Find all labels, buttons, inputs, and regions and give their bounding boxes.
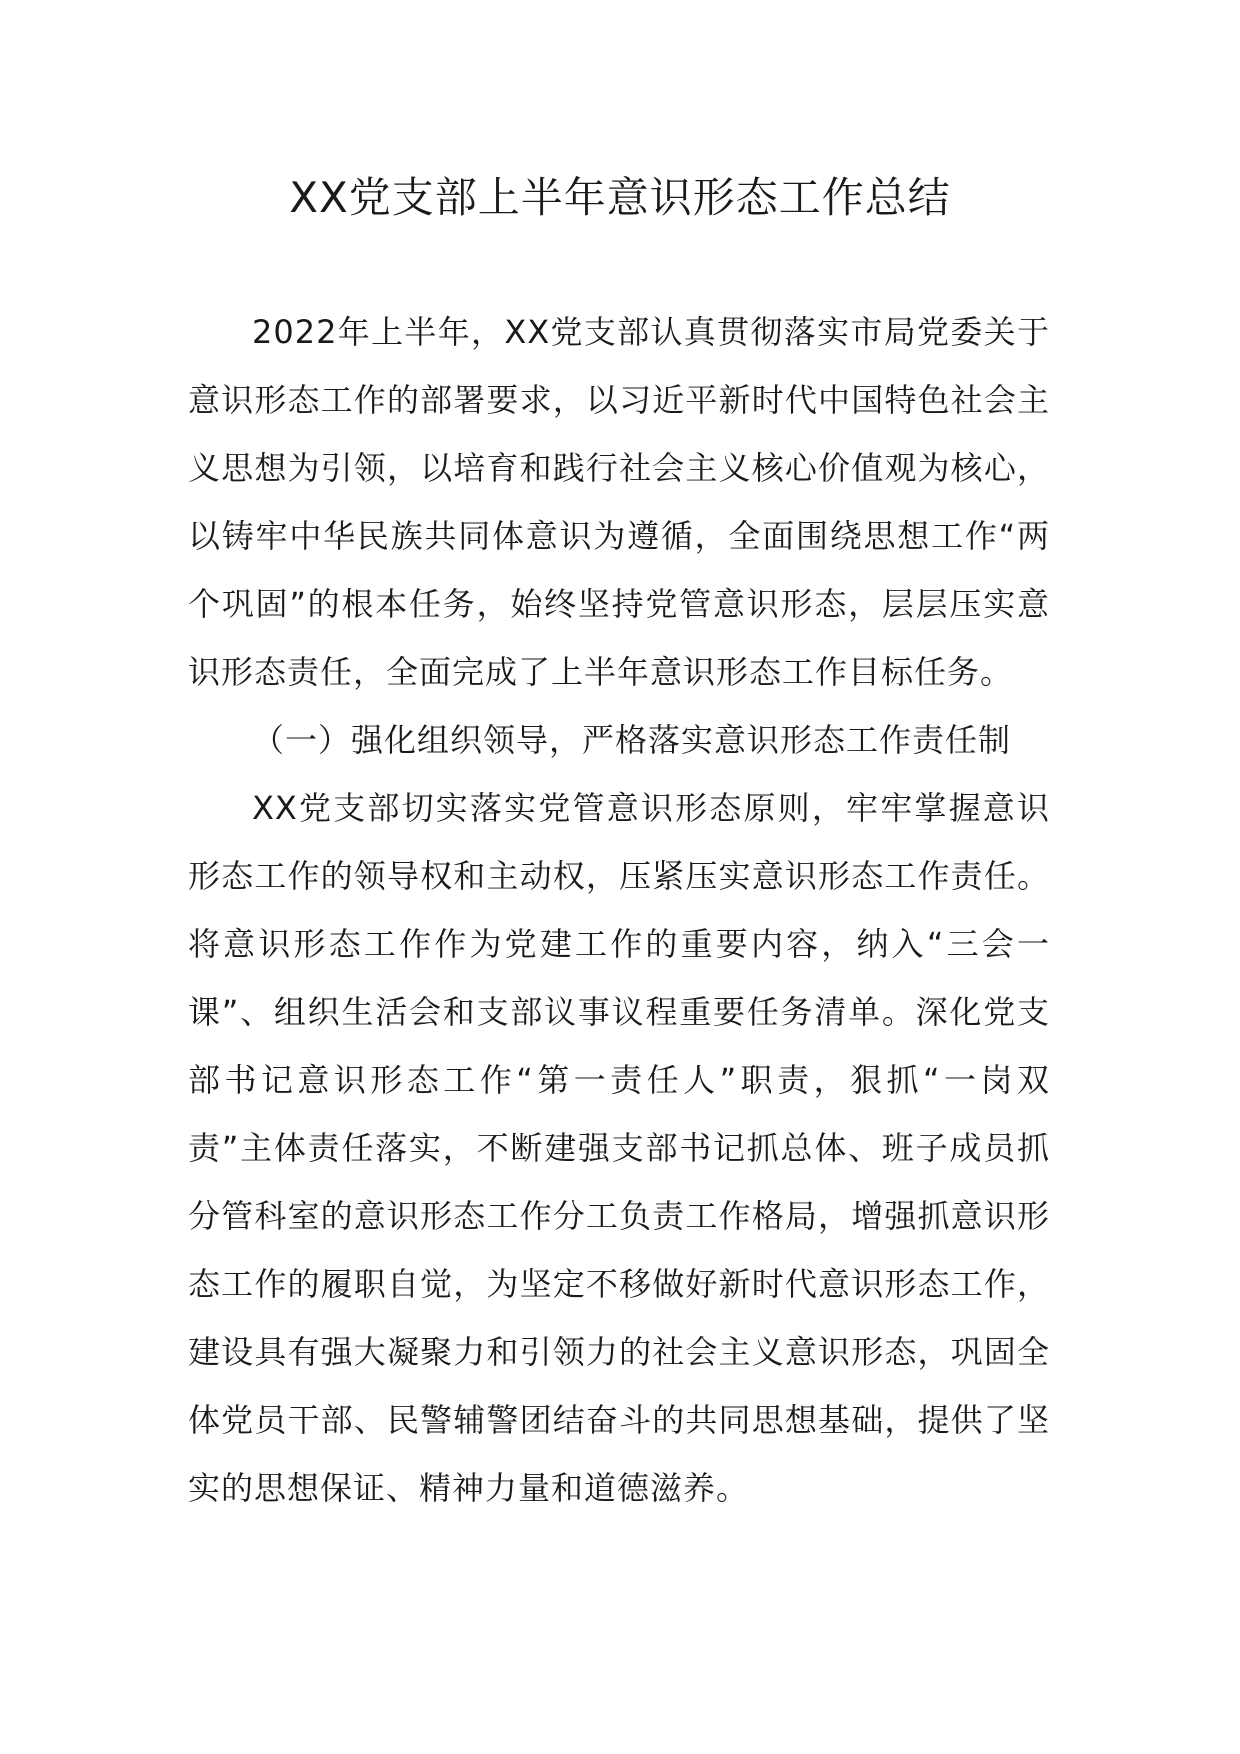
intro-paragraph: 2022年上半年，XX党支部认真贯彻落实市局党委关于意识形态工作的部署要求，以习近平新时代中国特色社会主义思想为引领，以培育和践行社会主义核心价值观为核心，以铸牢中华民族共同体意识为遵循，全面围绕思想工作“两个巩固”的根本任务，始终坚持党管意识形态，层层压实意识形态责任，全面完成了上半年意识形态工作目标任务。 [188, 313, 1050, 691]
section-paragraph-1: XX党支部切实落实党管意识形态原则，牢牢掌握意识形态工作的领导权和主动权，压紧压实意识形态工作责任。将意识形态工作作为党建工作的重要内容，纳入“三会一课”、组织生活会和支部议事议程重要任务清单。深化党支部书记意识形态工作“第一责任人”职责，狠抓“一岗双责”主体责任落实，不断建强支部书记抓总体、班子成员抓分管科室的意识形态工作分工负责工作格局，增强抓意识形态工作的履职自觉，为坚定不移做好新时代意识形态工作，建设具有强大凝聚力和引领力的社会主义意识形态，巩固全体党员干部、民警辅警团结奋斗的共同思想基础，提供了坚实的思想保证、精神力量和道德滋养。 [188, 789, 1050, 1507]
document-body [188, 298, 1050, 1522]
section-heading-1: （一）强化组织领导，严格落实意识形态工作责任制 [252, 721, 1012, 759]
document-title: XX党支部上半年意识形态工作总结 [289, 173, 951, 222]
